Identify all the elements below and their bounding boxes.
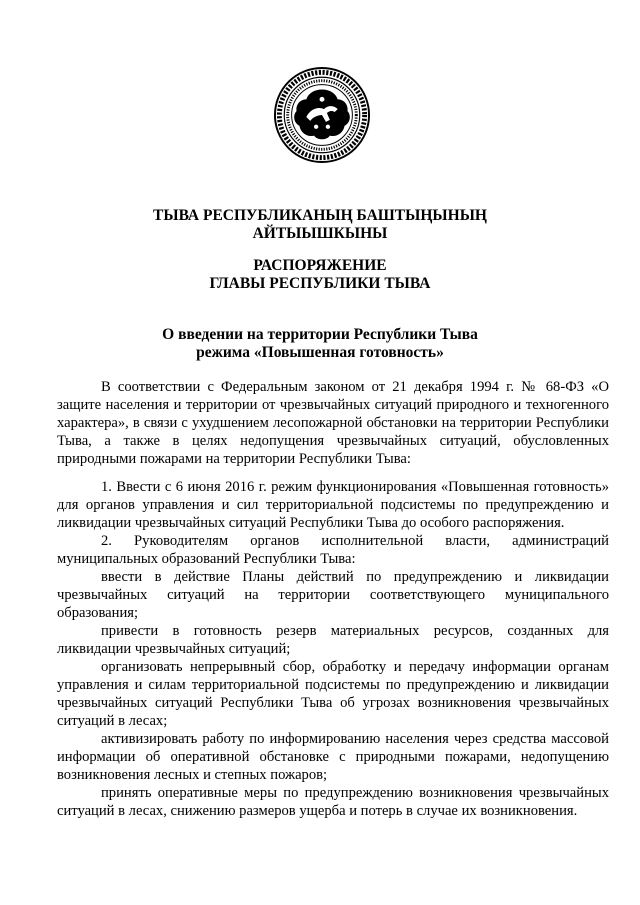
header-line-1: ТЫВА РЕСПУБЛИКАНЫҢ БАШТЫҢЫНЫҢ [153,207,487,224]
paragraph-subitem: активизировать работу по информированию населения через средства массовой информации об оперативной обстановке с природными пожарами, недопущению возникновения лесных и степных пожаров; [57,731,609,783]
paragraph-preamble: В соответствии с Федеральным законом от 21 декабря 1994 г. № 68-ФЗ «О защите населения и территории от чрезвычайных ситуаций природного и техногенного характера», в связи с ухудшением лесопожарной обстановки на территории Республики Тыва, а также в целях недопущения чрезвычайных ситуаций, обусловленных природными пожарами на территории Республики Тыва: [57,379,609,467]
paragraph-item-2: 2. Руководителям органов исполнительной власти, администраций муниципальных образований Республики Тыва: [57,533,609,567]
paragraph-subitem: принять оперативные меры по предупреждению возникновения чрезвычайных ситуаций в лесах, снижению размеров ущерба и потерь в случае их возникновения. [57,785,609,819]
header-line-2: АЙТЫЫШКЫНЫ [252,225,388,242]
paragraph-subitem: организовать непрерывный сбор, обработку и передачу информации органам управления и силам территориальной подсистемы по предупреждению и ликвидации чрезвычайных ситуаций Республики Тыва об угрозах возникновения чрезвычайных ситуаций в лесах; [57,659,609,729]
document-title-line-1: О введении на территории Республики Тыва [162,326,478,343]
header-line-4: ГЛАВЫ РЕСПУБЛИКИ ТЫВА [209,275,431,292]
paragraph-item-1: 1. Ввести с 6 июня 2016 г. режим функционирования «Повышенная готовность» для органов управления и сил территориальной подсистемы по предупреждению и ликвидации чрезвычайных ситуаций Республики Тыва до особого распоряжения. [57,479,609,531]
header-line-3: РАСПОРЯЖЕНИЕ [253,257,387,274]
tuva-emblem-icon [273,66,371,164]
document-body [57,378,609,820]
paragraph-subitem: привести в готовность резерв материальных ресурсов, созданных для ликвидации чрезвычайных ситуаций; [57,623,609,657]
paragraph-subitem: ввести в действие Планы действий по предупреждению и ликвидации чрезвычайных ситуаций на территории соответствующего муниципального образования; [57,569,609,621]
document-title-line-2: режима «Повышенная готовность» [196,344,444,361]
